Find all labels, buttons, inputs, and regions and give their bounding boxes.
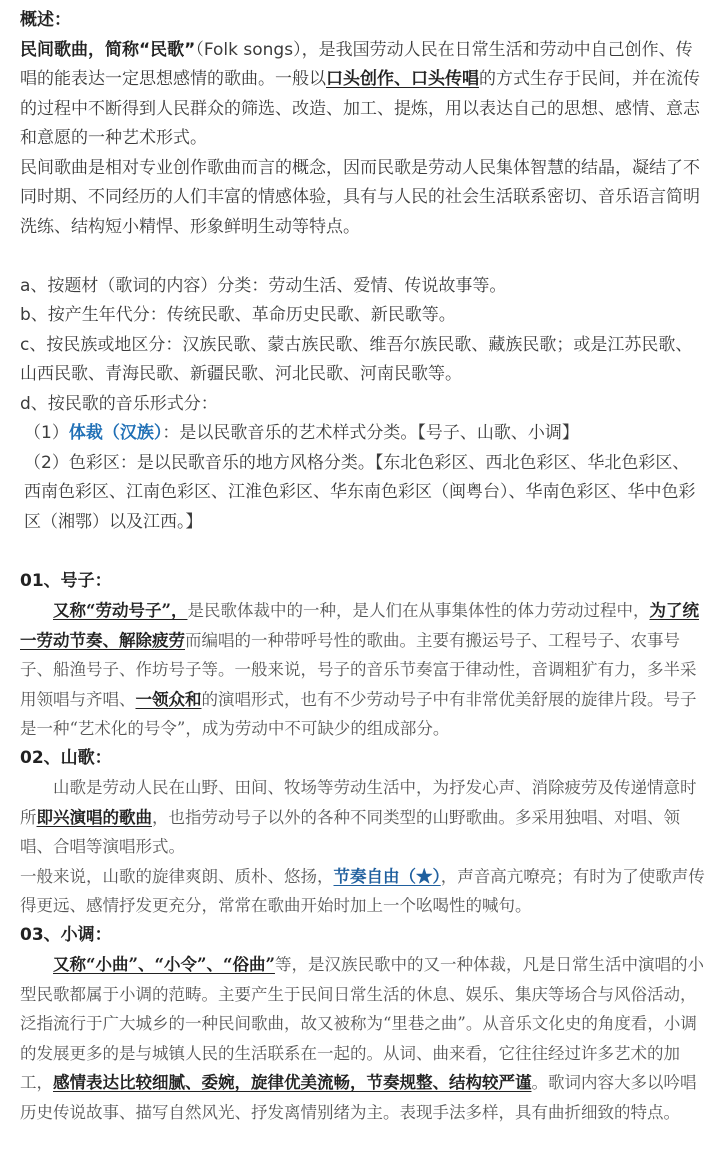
xiaodiao-feature-emphasis: 感情表达比较细腻、委婉，旋律优美流畅，节奏规整、结构较严谨 [53,1073,532,1092]
classification-text: ：是以民歌音乐的艺术样式分类。【号子、山歌、小调】 [162,423,579,443]
shange-text: ，声音高亢嘹亮；有时为了使歌声传得更远、感情抒发更充分，常常在歌曲开始时加上一个吆喝性的喊句。 [20,866,705,915]
folk-song-term: 民间歌曲，简称“民歌” [20,39,196,60]
shange-improvised-emphasis: 即兴演唱的歌曲 [36,807,152,827]
list-marker: （1） [24,423,69,443]
classification-section [20,272,706,538]
shange-paragraph-1 [20,773,706,862]
haozi-purpose-emphasis: 为了统一劳动节奏、解除疲劳 [20,601,699,650]
haozi-form-emphasis: 一领众和 [135,689,202,709]
xiaodiao-text: 。歌词内容大多以吟唱历史传说故事、描写自然风光、抒发离情别绪为主。表现手法多样，具有曲折细致的特点。 [20,1073,697,1122]
shange-text: ，也指劳动号子以外的各种不同类型的山野歌曲。多采用独唱、对唱、领唱、合唱等演唱形式。 [20,807,680,856]
shange-heading: 02、山歌： [20,747,112,768]
overview-heading: 概述： [20,10,71,30]
overview-paragraph-1 [20,36,706,154]
overview-section [20,6,706,242]
xiaodiao-heading: 03、小调： [20,924,112,945]
overview-paragraph-2: 民间歌曲是相对专业创作歌曲而言的概念，因而民歌是劳动人民集体智慧的结晶，凝结了不同时期、不同经历的人们丰富的情感体验，具有与人民的社会生活联系密切、音乐语言简明洗练、结构短小精悍、形象鲜明生动等特点。 [20,157,700,237]
overview-text: 的方式生存于民间，并在流传的过程中不断得到人民群众的筛选、改造、加工、提炼，用以表达自己的思想、感情、意志和意愿的一种艺术形式。 [20,69,700,148]
oral-creation-emphasis: 口头创作、口头传唱 [326,69,479,89]
shange-paragraph-2 [20,862,706,921]
classification-d2: （2）色彩区：是以民歌音乐的地方风格分类。【东北色彩区、西北色彩区、华北色彩区、西南色彩区、江南色彩区、江淮色彩区、华东南色彩区（闽粤台）、华南色彩区、华中色彩区（湘鄂）以及江西。】 [24,452,696,532]
haozi-heading: 01、号子： [20,570,112,591]
classification-b: b、按产生年代分：传统民歌、革命历史民歌、新民歌等。 [20,305,456,325]
classification-c: c、按民族或地区分：汉族民歌、蒙古族民歌、维吾尔族民歌、藏族民歌；或是江苏民歌、山西民歌、青海民歌、新疆民歌、河北民歌、河南民歌等。 [20,334,693,384]
haozi-text: 是民歌体裁中的一种，是人们在从事集体性的体力劳动过程中， [187,601,650,620]
xiaodiao-text: 等，是汉族民歌中的又一种体裁，凡是日常生活中演唱的小型民歌都属于小调的范畴。主要产生于民间日常生活的休息、娱乐、集庆等场合与风俗活动，泛指流行于广大城乡的一种民间歌曲，故又被称为“里巷之曲”。从音乐文化史的角度看，小调的发展更多的是与城镇人民的生活联系在一起的。从词、曲来看，它往往经过许多艺术的加工， [20,955,704,1092]
genre-emphasis: 体裁（汉族） [68,423,163,443]
xiaodiao-alias-emphasis: 又称“小曲”、“小令”、“俗曲” [53,955,275,974]
shange-text: 山歌是劳动人民在山野、田间、牧场等劳动生活中，为抒发心声、消除疲劳及传递情意时所 [20,778,697,827]
haozi-text: 的演唱形式，也有不少劳动号子中有非常优美舒展的旋律片段。号子是一种“艺术化的号令”，成为劳动中不可缺少的组成部分。 [20,689,697,738]
haozi-section [20,567,706,744]
haozi-alias-emphasis: 又称“劳动号子”， [53,601,188,620]
haozi-paragraph [20,596,706,744]
shange-rhythm-emphasis: 节奏自由（★） [333,866,441,886]
haozi-text: 而编唱的一种带呼号性的歌曲。主要有搬运号子、工程号子、农事号子、船渔号子、作坊号子等。一般来说，号子的音乐节奏富于律动性，音调粗犷有力，多半采用领唱与齐唱、 [20,630,697,709]
xiaodiao-paragraph [20,950,706,1127]
classification-a: a、按题材（歌词的内容）分类：劳动生活、爱情、传说故事等。 [20,275,507,296]
overview-text: （Folk songs），是我国劳动人民在日常生活和劳动中自己创作、传唱的能表达一定思想感情的歌曲。一般以 [20,39,693,89]
xiaodiao-section [20,921,706,1128]
spacer [20,537,706,567]
shange-text: 一般来说，山歌的旋律爽朗、质朴、悠扬， [20,866,334,886]
shange-section [20,744,706,921]
spacer [20,242,706,272]
classification-d: d、按民歌的音乐形式分： [20,393,218,414]
classification-d1 [20,419,706,449]
